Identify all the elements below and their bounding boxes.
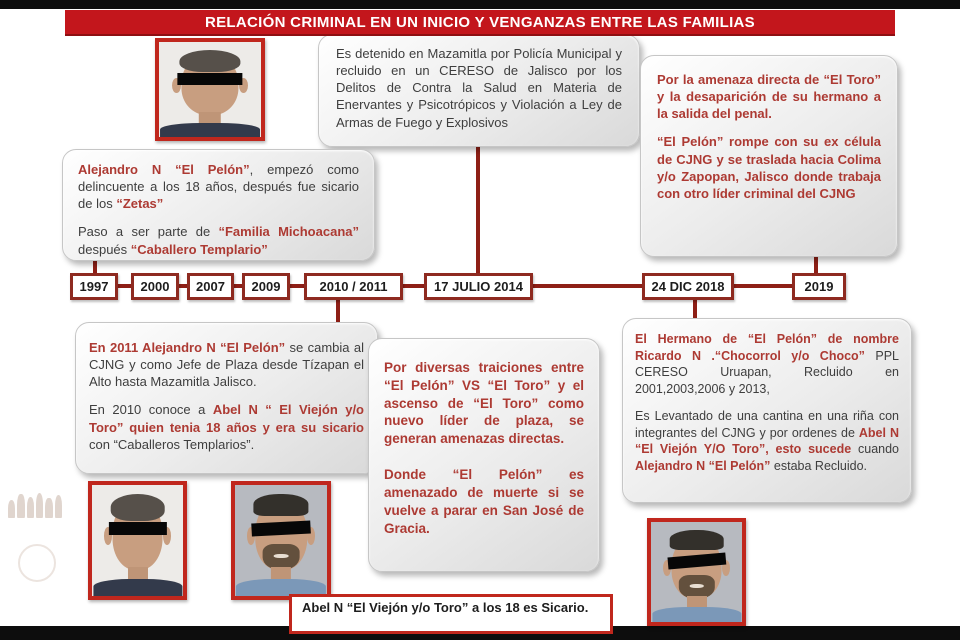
text-segment: cuando	[851, 442, 899, 456]
timeline-node-2000: 2000	[131, 273, 179, 300]
mug-shirt	[652, 607, 741, 622]
text-segment: estaba Recluido.	[770, 458, 868, 473]
mug-hair	[669, 530, 724, 550]
title-banner	[65, 10, 895, 36]
box-origins-paragraph-2	[78, 223, 359, 257]
text-segment: Paso a ser parte de	[78, 224, 219, 240]
text-segment: “Caballero Templario”	[130, 241, 268, 257]
text-segment: , empezó como delincuente a los 18 años, después fue sicario de los	[78, 162, 360, 212]
heroes-figures-watermark-icon	[8, 492, 62, 518]
box-detained-text: Es detenido en Mazamitla por Policía Municipal y recluido en un CERESO de Jalisco por los Delitos de Contra la Salud en Materia de Enervantes y Psicotrópicos y Violación a Ley de Armas de Fuego y Explosivos	[336, 46, 622, 130]
box-betrayal-paragraph-2: Donde “El Pelón” es amenazado de muerte si se vuelve a parar en San José de Gracia.	[384, 467, 584, 536]
photo-el-pelon-bottom	[88, 481, 187, 600]
privacy-eye-bar	[108, 522, 166, 535]
box-threat	[640, 55, 898, 257]
text-segment: Alejandro N “El Pelón”	[635, 458, 771, 473]
box-brother-paragraph-1	[635, 331, 899, 397]
box-betrayal	[368, 338, 600, 572]
timeline-node-24-dic-2018: 24 DIC 2018	[642, 273, 734, 300]
text-segment: con “Caballeros Templarios”.	[89, 436, 255, 452]
box-cjng	[75, 322, 378, 474]
mugshot-el-toro	[651, 522, 742, 622]
timeline-node-1997: 1997	[70, 273, 118, 300]
privacy-eye-bar	[177, 73, 242, 84]
box-betrayal-paragraph-1: Por diversas traiciones entre “El Pelón” VS “El Toro” y el ascenso de “El Toro” como nuevo líder de plaza, se generan amenazas directas.	[384, 360, 584, 447]
timeline-node-17-julio-2014: 17 JULIO 2014	[424, 273, 533, 300]
box-threat-paragraph-2: “El Pelón” rompe con su ex célula de CJNG y se traslada hacia Colima y/o Zapopan, Jalisco donde trabaja con otro líder criminal del CJNG	[657, 134, 881, 201]
mug-hair	[253, 494, 308, 516]
text-segment: El Hermano de “El Pelón” de nombre Ricardo N .“Chocorrol y/o Choco”	[635, 332, 899, 363]
mug-hair	[110, 494, 165, 521]
box-cjng-paragraph-1	[89, 339, 364, 390]
text-segment: “Zetas”	[116, 196, 164, 212]
text-segment: PPL CERESO Uruapan, Recluido en 2001,2003,2006 y 2013,	[635, 348, 899, 396]
text-segment: Alejandro N “El Pelón”	[78, 162, 250, 177]
page-title: RELACIÓN CRIMINAL EN UN INICIO Y VENGANZAS ENTRE LAS FAMILIAS	[204, 13, 755, 31]
privacy-eye-bar	[251, 520, 310, 536]
timeline-node-2007: 2007	[187, 273, 234, 300]
text-segment: Abel N “El Viejón Y/O Toro”, esto sucede	[635, 425, 899, 456]
mugshot-el-toro	[235, 485, 327, 596]
photo-el-pelon-top	[155, 38, 265, 141]
mug-mouth	[689, 584, 704, 588]
top-black-bar	[0, 0, 960, 9]
watermark	[4, 478, 66, 590]
text-segment: En 2011 Alejandro N “El Pelón”	[89, 340, 286, 355]
mugshot-el-pelon	[92, 485, 183, 596]
box-cjng-paragraph-2	[89, 401, 364, 452]
text-segment: Abel N “ El Viejón y/o Toro” quien tenia 18 años y era su sicario	[89, 402, 364, 435]
connector-2011-cjng	[336, 299, 340, 323]
text-segment: “Familia Michoacana”	[218, 224, 359, 240]
box-detained	[318, 34, 640, 147]
box-threat-paragraph-1: Por la amenaza directa de “El Toro” y la desaparición de su hermano a la salida del penal.	[657, 72, 881, 122]
photo-el-toro-left	[231, 481, 331, 600]
text-segment: En 2010 conoce a	[89, 402, 213, 418]
text-segment: se cambia al CJNG y como Jefe de Plaza desde Tízapan el Alto hasta Mazamitla Jalisco.	[89, 340, 364, 390]
connector-threat-2019	[814, 256, 818, 274]
mug-hair	[179, 50, 240, 73]
text-segment: después	[78, 241, 131, 257]
photo-caption-text: Abel N “El Viejón y/o Toro” a los 18 es Sicario.	[302, 600, 589, 615]
box-brother-paragraph-2	[635, 408, 899, 474]
text-segment: Es Levantado de una cantina en una riña con integrantes del CJNG y por ordenes de	[635, 409, 899, 440]
mug-shirt	[160, 123, 260, 137]
timeline-node-2009: 2009	[242, 273, 290, 300]
mugshot-el-pelon	[159, 42, 261, 137]
connector-detained-2014	[476, 146, 480, 274]
timeline-node-2010-2011: 2010 / 2011	[304, 273, 403, 300]
timeline-node-2019: 2019	[792, 273, 846, 300]
box-origins-paragraph-1	[78, 161, 359, 212]
box-brother	[622, 318, 912, 503]
box-origins	[62, 149, 375, 261]
mug-shirt	[93, 579, 182, 596]
photo-caption	[289, 594, 613, 634]
government-seal-watermark-icon	[18, 544, 56, 582]
photo-el-toro-right	[647, 518, 746, 626]
